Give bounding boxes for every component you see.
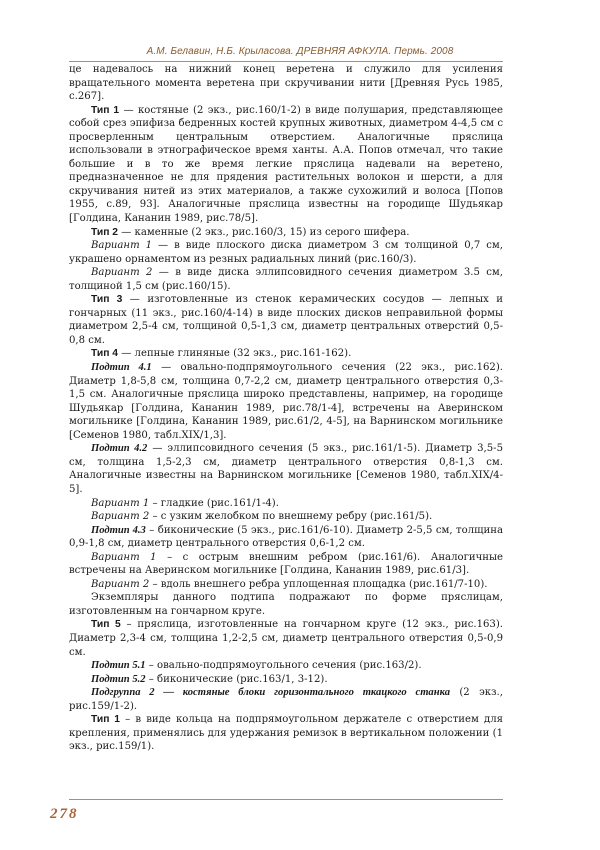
- paragraph: [69, 104, 503, 226]
- page-number: 278: [50, 806, 79, 822]
- variant-label: Вариант 1: [91, 240, 153, 252]
- paragraph: [69, 293, 503, 347]
- paragraph: [69, 618, 503, 659]
- paragraph-text: — овально-подпрямоугольного сечения (22 экз., рис.162). Диаметр 1,8-5,8 см, толщина 0,7-2,2 см, диаметр центрального отверстия 0,3-1,5 см. Аналогичные пряслица широко представлены, например, на городище Шудьякар [Голдина, Кананин 1989, рис.78/1-4], встречены на Аверинском могильнике [Голдина, Кананин 1989, рис.61/2, 4-5], на Варнинском могильнике [Семенов 1980, табл.XIX/1,3].: [69, 362, 504, 441]
- paragraph: [69, 591, 503, 618]
- paragraph-text: – вдоль внешнего ребра уплощенная площадка (рис.161/7-10).: [149, 578, 488, 590]
- paragraph: [69, 63, 503, 104]
- paragraph: [69, 497, 503, 511]
- subtype-heading: Подтип 5.1: [91, 660, 146, 672]
- paragraph: [69, 713, 503, 754]
- type-heading: Тип 3: [91, 294, 123, 306]
- subtype-heading: Подтип 4.1: [91, 362, 152, 374]
- paragraph-text: – гладкие (рис.161/1-4).: [149, 497, 279, 509]
- variant-label: Вариант 2: [91, 511, 150, 523]
- subtype-heading: Подтип 4.2: [91, 443, 148, 455]
- paragraph-text: це надевалось на нижний конец веретена и служило для усиления вращательного момента веретена при скручивании нити [Древняя Русь 1985, с.267].: [69, 64, 503, 103]
- paragraph-text: — изготовленные из стенок керамических сосудов — лепных и гончарных (11 экз., рис.160/4-14) в виде плоских дисков неправильной формы диаметром 2,5-4 см, толщиной 0,5-1,3 см, диаметр центральных отверстий 0,5-0,8 см.: [69, 294, 503, 346]
- paragraph: [69, 347, 503, 361]
- variant-label: Вариант 1: [91, 551, 157, 563]
- subtype-heading: Подтип 4.3: [91, 524, 146, 536]
- variant-label: Вариант 2: [91, 578, 150, 590]
- paragraph-text: Экземпляры данного подтипа подражают по форме пряслицам, изготовленным на гончарном круге.: [69, 592, 503, 617]
- paragraph-text: — эллипсовидного сечения (5 экз., рис.161/1-5). Диаметр 3,5-5 см, толщина 1,5-2,3 см, диаметр центрального отверстия 0,8-1,3 см. Аналогичные известны на Варнинском могильнике [Семенов 1980, табл.XIX/4-5].: [69, 443, 503, 495]
- paragraph: [69, 578, 503, 592]
- paragraph: [69, 686, 503, 713]
- subtype-heading: Подгруппа 2 — костяные блоки горизонтального ткацкого станка: [91, 687, 451, 699]
- paragraph-text: – с острым внешним ребром (рис.161/6). Аналогичные встречены на Аверинском могильнике [Голдина, Кананин 1989, рис.61/3].: [69, 551, 503, 577]
- page-body: [69, 63, 503, 754]
- footer-rule: [69, 799, 503, 800]
- paragraph-text: – биконические (рис.163/1, 3-12).: [145, 673, 328, 685]
- paragraph-text: — каменные (2 экз., рис.160/3, 15) из серого шифера.: [118, 226, 410, 238]
- paragraph: [69, 659, 503, 673]
- type-heading: Тип 2: [91, 226, 119, 238]
- type-heading: Тип 1: [91, 714, 120, 726]
- type-heading: Тип 5: [91, 619, 121, 631]
- subtype-heading: Подтип 5.2: [91, 673, 146, 685]
- paragraph: [69, 442, 503, 496]
- running-header: А.М. Белавин, Н.Б. Крыласова. ДРЕВНЯЯ АФКУЛА. Пермь. 2008: [146, 46, 454, 57]
- paragraph-text: – овально-подпрямоугольного сечения (рис.163/2).: [145, 660, 422, 672]
- paragraph-text: – пряслица, изготовленные на гончарном круге (12 экз., рис.163). Диаметр 2,3-4 см, толщина 1,2-2,5 см, диаметр центрального отверстия 0,5-0,9 см.: [69, 619, 503, 658]
- paragraph: [69, 524, 503, 551]
- paragraph-text: — костяные (2 экз., рис.160/1-2) в виде полушария, представляющее собой срез эпифиза бедренных костей крупных животных, диаметром 4-4,5 см с просверленным центральным отверстием. Аналогичные пряслица использовали в этнографическое время ханты. А.А. Попов отмечал, что такие большие и в то же время легкие пряслица надевали на веретено, предназначенное не для прядения растительных волокон и шерсти, а для скручивания нитей из этих материалов, а также сухожилий и волоса [Попов 1955, с.89, 93]. Аналогичные пряслица известны на городище Шудьякар [Голдина, Кананин 1989, рис.78/5].: [69, 104, 503, 225]
- paragraph-text: – в виде кольца на подпрямоугольном держателе с отверстием для крепления, применялись для удержания ремизок в вертикальном положении (1 экз., рис.159/1).: [69, 714, 503, 753]
- paragraph: [69, 551, 503, 578]
- paragraph: [69, 239, 503, 266]
- paragraph: [69, 361, 503, 442]
- variant-label: Вариант 1: [91, 497, 150, 509]
- paragraph-text: — в виде диска эллипсовидного сечения диаметром 3.5 см, толщиной 1,5 см (рис.160/15).: [69, 267, 503, 292]
- paragraph-text: – биконические (5 экз., рис.161/6-10). Диаметр 2-5,5 см, толщина 0,9-1,8 см, диаметр центрального отверстия 0,6-1,2 см.: [69, 524, 503, 550]
- paragraph-text: — в виде плоского диска диаметром 3 см толщиной 0,7 см, украшено орнаментом из резных радиальных линий (рис.160/3).: [69, 240, 503, 265]
- variant-label: Вариант 2: [91, 267, 153, 279]
- paragraph-text: – с узким желобком по внешнему ребру (рис.161/5).: [149, 511, 433, 523]
- paragraph: [69, 226, 503, 240]
- paragraph: [69, 510, 503, 524]
- paragraph: [69, 266, 503, 293]
- paragraph-text: (2 экз., рис.159/1-2).: [69, 687, 503, 712]
- paragraph: [69, 673, 503, 687]
- type-heading: Тип 4: [91, 348, 119, 360]
- header-rule: [69, 61, 503, 62]
- type-heading: Тип 1: [91, 104, 120, 116]
- paragraph-text: — лепные глиняные (32 экз., рис.161-162).: [118, 348, 352, 360]
